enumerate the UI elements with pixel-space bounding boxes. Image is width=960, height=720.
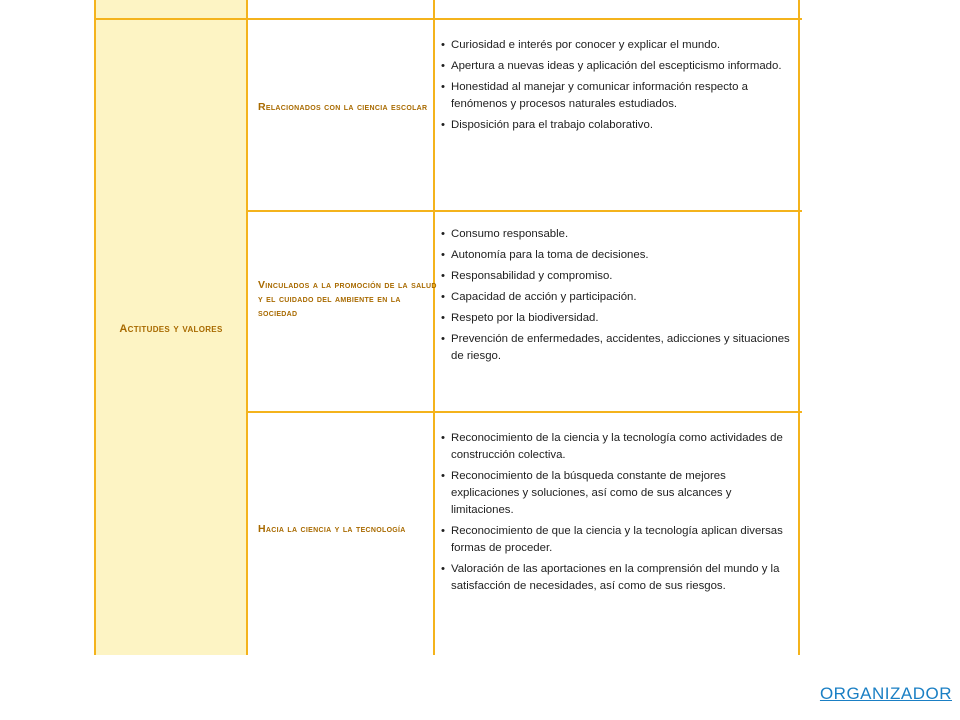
- list-item: • Prevención de enfermedades, accidentes, adicciones y situaciones de riesgo.: [441, 331, 791, 365]
- organizador-link[interactable]: ORGANIZADOR: [819, 684, 952, 703]
- list-item: • Reconocimiento de la ciencia y la tecnología como actividades de construcción colectiva.: [441, 430, 791, 464]
- list-item: • Capacidad de acción y participación.: [441, 289, 791, 306]
- row-divider-2: [246, 411, 802, 413]
- category-label-health: Vinculados a la promoción de la salud y el cuidado del ambiente en la sociedad: [258, 279, 437, 319]
- item-list-science: [441, 37, 791, 138]
- list-item: • Valoración de las aportaciones en la comprensión del mundo y la satisfacción de necesidades, así como de sus riesgos.: [441, 561, 791, 595]
- list-item: • Autonomía para la toma de decisiones.: [441, 247, 791, 264]
- row-divider-1: [246, 210, 802, 212]
- item-list-technology: [441, 430, 791, 599]
- list-item: • Disposición para el trabajo colaborativo.: [441, 117, 791, 134]
- item-list-health: [441, 226, 791, 369]
- column-divider-2: [433, 0, 435, 655]
- list-item: • Reconocimiento de la búsqueda constante de mejores explicaciones y soluciones, así como de sus alcances y limitaciones.: [441, 468, 791, 519]
- list-item: • Curiosidad e interés por conocer y explicar el mundo.: [441, 37, 791, 54]
- category-label-science: Relacionados con la ciencia escolar: [258, 101, 428, 113]
- list-item: • Consumo responsable.: [441, 226, 791, 243]
- list-item: • Reconocimiento de que la ciencia y la tecnología aplican diversas formas de proceder.: [441, 523, 791, 557]
- list-item: • Apertura a nuevas ideas y aplicación del escepticismo informado.: [441, 58, 791, 75]
- list-item: • Responsabilidad y compromiso.: [441, 268, 791, 285]
- values-table: [94, 0, 800, 655]
- row-divider-top: [96, 18, 802, 20]
- column-divider-1: [246, 0, 248, 655]
- main-category-label: Actitudes y valores: [119, 323, 223, 335]
- list-item: • Honestidad al manejar y comunicar información respecto a fenómenos y procesos naturales estudiados.: [441, 79, 791, 113]
- list-item: • Respeto por la biodiversidad.: [441, 310, 791, 327]
- category-label-technology: Hacia la ciencia y la tecnología: [258, 523, 406, 535]
- main-category-cell: [96, 0, 246, 655]
